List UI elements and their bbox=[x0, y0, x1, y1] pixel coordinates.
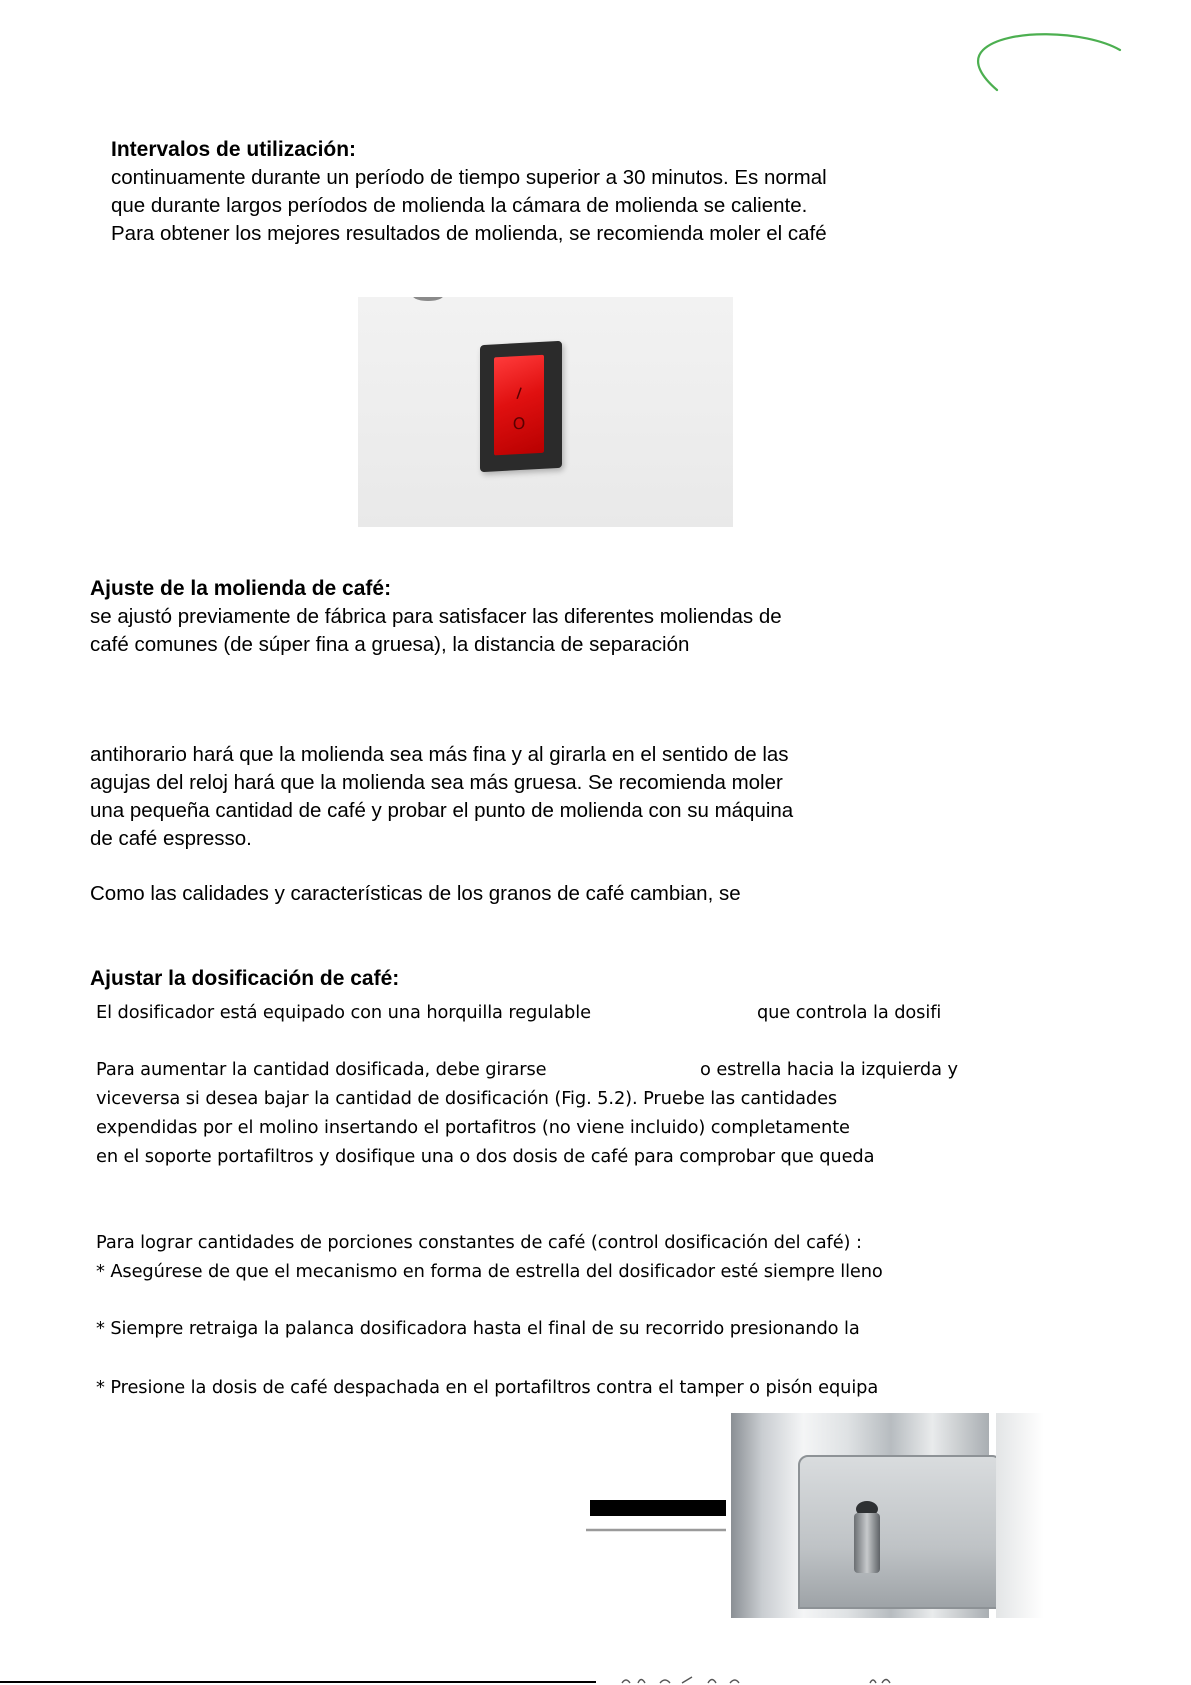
logo-arc-icon bbox=[975, 28, 1125, 98]
dosing-star-screw bbox=[854, 1513, 880, 1573]
dosing-line-1-right: que controla la dosifi bbox=[757, 1002, 942, 1023]
grind-line-5: una pequeña cantidad de café y probar el punto de molienda con su máquina bbox=[90, 799, 794, 822]
power-switch-photo bbox=[358, 297, 733, 527]
housing-detail bbox=[413, 297, 443, 301]
footer-clipped-text bbox=[620, 1674, 920, 1685]
interval-line-1: continuamente durante un período de tiempo superior a 30 minutos. Es normal bbox=[111, 166, 827, 189]
grind-line-4: agujas del reloj hará que la molienda sea más gruesa. Se recomienda moler bbox=[90, 771, 783, 794]
dosing-star-photo bbox=[726, 1413, 1044, 1618]
dosing-line-1-left: El dosificador está equipado con una horquilla regulable bbox=[96, 1002, 591, 1023]
constant-dose-bullet-3: * Presione la dosis de café despachada en el portafiltros contra el tamper o pisón equipa bbox=[96, 1377, 879, 1398]
dosing-chamber-window bbox=[798, 1455, 1002, 1609]
rocker-switch-frame bbox=[480, 341, 562, 472]
switch-on-mark: I bbox=[513, 383, 525, 404]
grind-line-1: se ajustó previamente de fábrica para satisfacer las diferentes moliendas de bbox=[90, 605, 782, 628]
constant-dose-intro: Para lograr cantidades de porciones constantes de café (control dosificación del café) : bbox=[96, 1232, 862, 1253]
constant-dose-bullet-1: * Asegúrese de que el mecanismo en forma de estrella del dosificador esté siempre lleno bbox=[96, 1261, 883, 1282]
grind-line-3: antihorario hará que la molienda sea más fina y al girarla en el sentido de las bbox=[90, 743, 789, 766]
dosing-line-5: en el soporte portafiltros y dosifique una o dos dosis de café para comprobar que queda bbox=[96, 1146, 875, 1167]
dosing-line-2-right: o estrella hacia la izquierda y bbox=[700, 1059, 958, 1080]
dosing-line-3: viceversa si desea bajar la cantidad de dosificación (Fig. 5.2). Pruebe las cantidades bbox=[96, 1088, 838, 1109]
interval-line-3: Para obtener los mejores resultados de molienda, se recomienda moler el café bbox=[111, 222, 827, 245]
grind-line-6: de café espresso. bbox=[90, 827, 252, 850]
dosing-line-2-left: Para aumentar la cantidad dosificada, debe girarse bbox=[96, 1059, 547, 1080]
rocker-switch bbox=[494, 355, 544, 456]
grind-line-7: Como las calidades y características de los granos de café cambian, se bbox=[90, 882, 741, 905]
interval-heading: Intervalos de utilización: bbox=[111, 138, 357, 161]
footer-rule bbox=[0, 1681, 596, 1683]
grind-line-2: café comunes (de súper fina a gruesa), la distancia de separación bbox=[90, 633, 690, 656]
interval-line-2: que durante largos períodos de molienda la cámara de molienda se caliente. bbox=[111, 194, 808, 217]
grind-heading: Ajuste de la molienda de café: bbox=[90, 577, 392, 600]
dosing-line-4: expendidas por el molino insertando el portafitros (no viene incluido) completamente bbox=[96, 1117, 850, 1138]
switch-off-mark: O bbox=[512, 413, 526, 434]
constant-dose-bullet-2: * Siempre retraiga la palanca dosificadora hasta el final de su recorrido presionando la bbox=[96, 1318, 860, 1339]
photo-edge bbox=[996, 1413, 1044, 1618]
dosing-heading: Ajustar la dosificación de café: bbox=[90, 967, 400, 990]
